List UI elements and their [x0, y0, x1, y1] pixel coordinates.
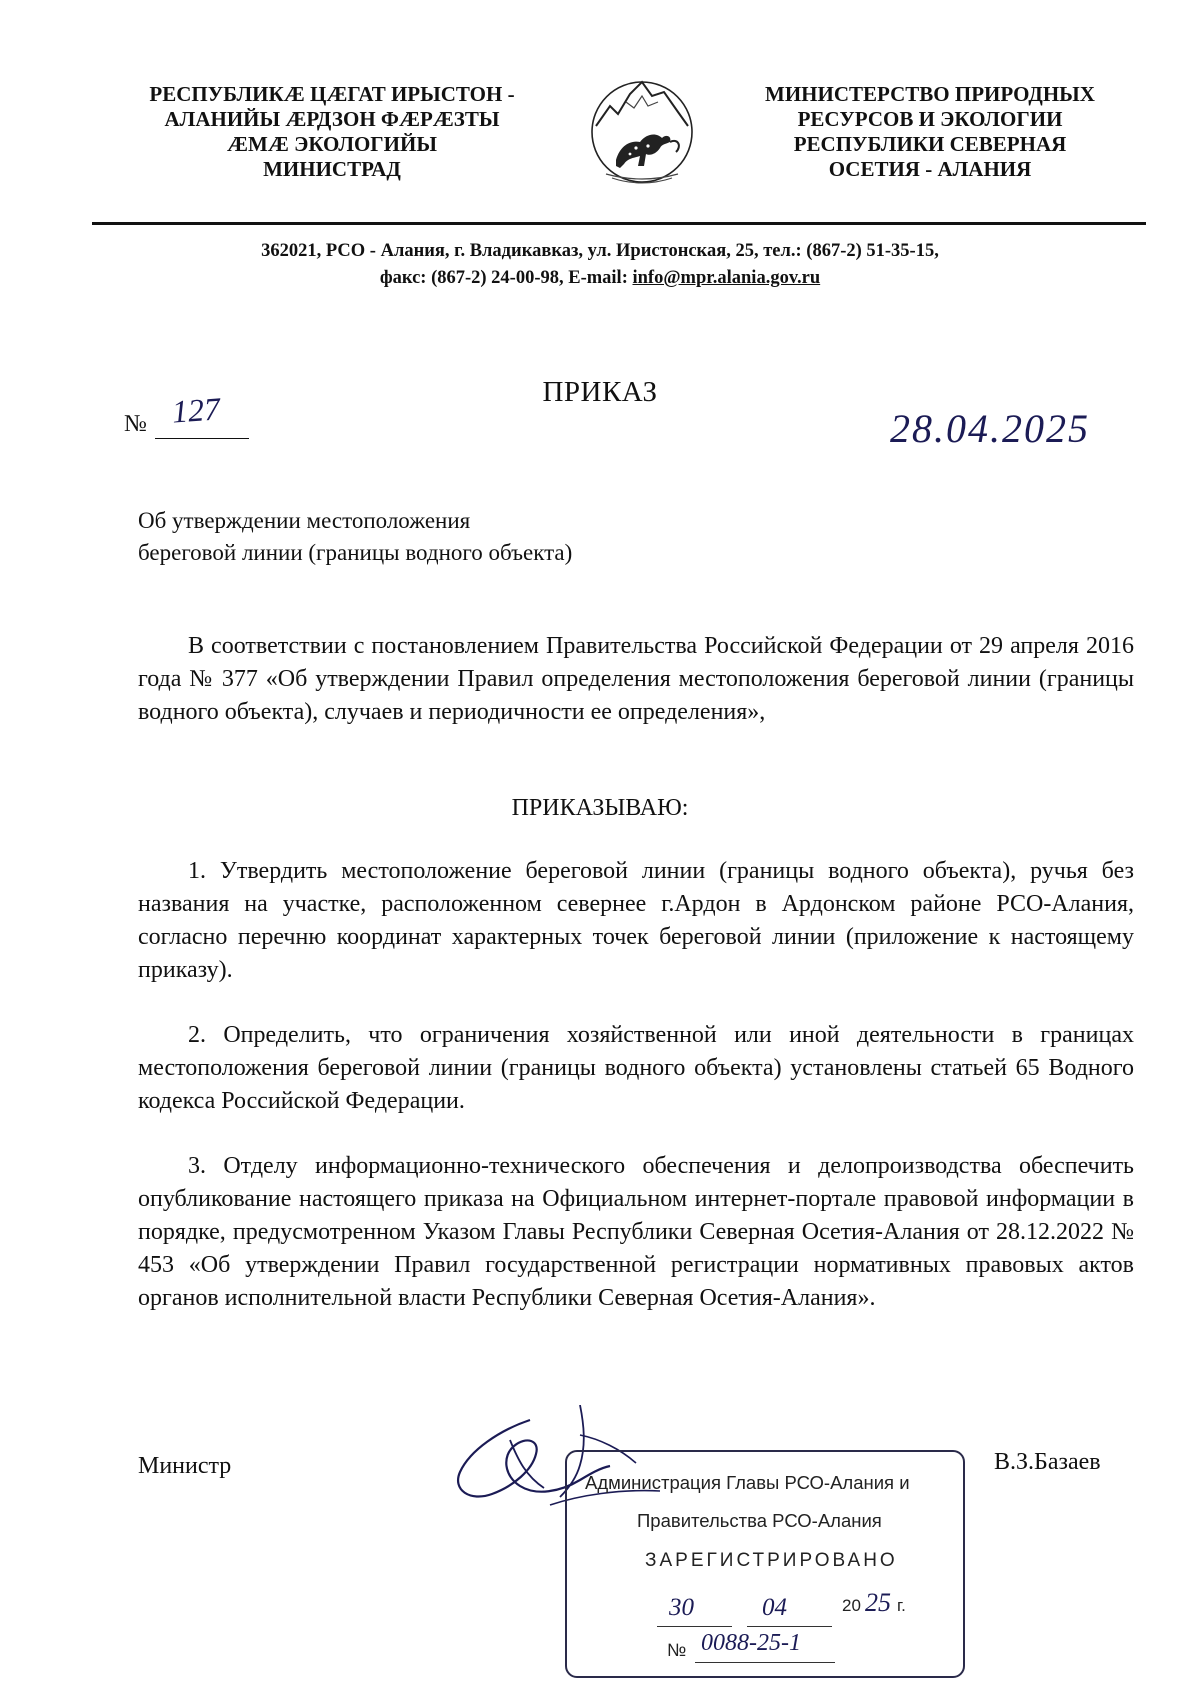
header-right-line: ОСЕТИЯ - АЛАНИЯ — [828, 157, 1032, 181]
stamp-number-label: № — [667, 1640, 687, 1660]
order-item-1: 1. Утвердить местоположение береговой линии (границы водного объекта), ручья без названия на участке, расположенном севернее г.Ардон в Ардонском районе РСО-Алания, согласно перечню координат характерных точек береговой линии (приложение к настоящему приказу). — [138, 858, 1134, 983]
stamp-month: 04 — [762, 1594, 787, 1621]
order-subject — [138, 505, 572, 569]
order-item-3: 3. Отделу информационно-технического обеспечения и делопроизводства обеспечить опубликование настоящего приказа на Официальном интернет-портале правовой информации в порядке, предусмотренном Указом Главы Республики Северная Осетия-Алания от 28.12.2022 № 453 «Об утверждении Правил государственной регистрации нормативных правовых актов органов исполнительной власти Республики Северная Осетия-Алания». — [138, 1153, 1134, 1311]
stamp-year-suffix: 25 — [865, 1588, 891, 1617]
stamp-number-underline — [695, 1662, 835, 1663]
intro-paragraph: В соответствии с постановлением Правительства Российской Федерации от 29 апреля 2016 года № 377 «Об утверждении Правил определения местоположения береговой линии (границы водного объекта), случаев и периодичности ее определения», — [138, 633, 1134, 725]
stamp-year-unit: г. — [897, 1596, 906, 1615]
header-divider — [92, 222, 1146, 225]
order-number-label: № — [124, 411, 147, 437]
stamp-year-prefix: 20 — [842, 1596, 861, 1615]
address-block — [0, 238, 1200, 292]
header-right-line: РЕСПУБЛИКИ СЕВЕРНАЯ — [793, 132, 1067, 156]
header-left-line: ÆМÆ ЭКОЛОГИЙЫ — [227, 132, 437, 156]
header-left-line: АЛАНИЙЫ ÆРДЗОН ФÆРÆЗТЫ — [164, 107, 500, 131]
fax-text: факс: (867-2) 24-00-98, E-mail: — [379, 268, 633, 288]
coat-of-arms-snow-leopard-icon — [586, 74, 698, 198]
stamp-day: 30 — [669, 1594, 694, 1621]
address-line-2 — [0, 265, 1200, 292]
order-date: 28.04.2025 — [890, 406, 1090, 451]
stamp-month-underline — [747, 1626, 832, 1627]
header-right-russian — [740, 82, 1120, 182]
command-heading: ПРИКАЗЫВАЮ: — [511, 795, 689, 821]
stamp-registration-number — [667, 1632, 867, 1666]
registration-stamp — [565, 1450, 965, 1678]
header-left-ossetian — [112, 82, 552, 182]
order-item-2: 2. Определить, что ограничения хозяйственной или иной деятельности в границах местоположения береговой линии (границы водного объекта) установлены статьей 65 Водного кодекса Российской Федерации. — [138, 1022, 1134, 1114]
email-link[interactable]: info@mpr.alania.gov.ru — [632, 268, 821, 288]
order-number-underline — [155, 438, 249, 439]
header-right-line: МИНИСТЕРСТВО ПРИРОДНЫХ — [765, 82, 1095, 106]
header-left-line: РЕСПУБЛИКÆ ЦÆГАТ ИРЫСТОН - — [149, 82, 515, 106]
order-number: 127 — [170, 390, 222, 430]
signer-position: Министр — [138, 1453, 232, 1479]
address-line-1: 362021, РСО - Алания, г. Владикавказ, ул. Иристонская, 25, тел.: (867-2) 51-35-15, — [261, 241, 939, 261]
stamp-line-2: Правительства РСО-Алания — [637, 1510, 882, 1531]
stamp-line-1: Администрация Главы РСО-Алания и — [585, 1472, 910, 1493]
subject-line-2: береговой линии (границы водного объекта) — [138, 540, 573, 565]
signer-name: В.З.Базаев — [994, 1449, 1101, 1475]
stamp-day-underline — [657, 1626, 732, 1627]
subject-line-1: Об утверждении местоположения — [138, 508, 471, 533]
header-left-line: МИНИСТРАД — [263, 157, 401, 181]
stamp-date — [657, 1588, 927, 1628]
document-title: ПРИКАЗ — [542, 376, 658, 408]
header-right-line: РЕСУРСОВ И ЭКОЛОГИИ — [797, 107, 1063, 131]
stamp-number-value: 0088-25-1 — [701, 1630, 801, 1656]
stamp-registered: ЗАРЕГИСТРИРОВАНО — [645, 1550, 898, 1571]
